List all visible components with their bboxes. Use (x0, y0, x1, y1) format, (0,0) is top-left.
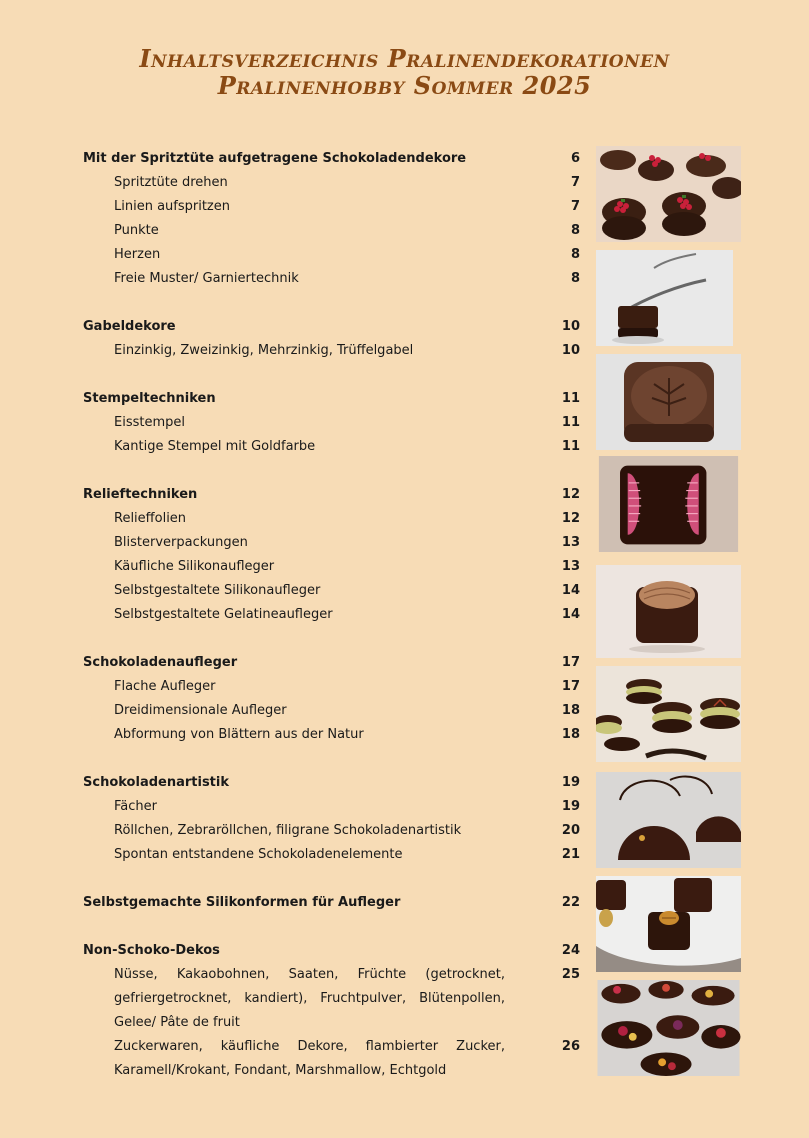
toc-heading[interactable]: Selbstgemachte Silikonformen für Aufleger 22 (83, 895, 580, 910)
photo-praline-wave-relief (596, 564, 741, 658)
toc-heading[interactable]: Schokoladenartistik 19 (83, 775, 580, 790)
toc-item[interactable]: Flache Aufleger 17 (114, 679, 580, 694)
toc-item[interactable]: Spontan entstandene Schokoladenelemente 21 (114, 847, 580, 862)
toc-item[interactable]: Dreidimensionale Aufleger 18 (114, 703, 580, 718)
toc-heading[interactable]: Relieftechniken 12 (83, 487, 580, 502)
toc-item[interactable]: Linien aufspritzen 7 (114, 199, 580, 214)
toc-item[interactable]: Spritztüte drehen 7 (114, 175, 580, 190)
toc-item[interactable]: Zuckerwaren, käufliche Dekore, flambierter Zucker, Karamell/Krokant, Fondant, Marshmallow, Echtgold 26 (114, 1039, 580, 1078)
photo-praline-fork-dipping (596, 250, 741, 346)
page-title: Inhaltsverzeichnis Pralinendekorationen (139, 44, 670, 73)
toc-item[interactable]: Herzen 8 (114, 247, 580, 262)
toc-item[interactable]: Relieffolien 12 (114, 511, 580, 526)
photo-praline-cubes-leaf (596, 876, 741, 972)
toc-item[interactable]: Punkte 8 (114, 223, 580, 238)
photo-praline-fruit-toppings (596, 980, 741, 1078)
photo-praline-leaf-stamp (596, 354, 741, 450)
toc-item[interactable]: Kantige Stempel mit Goldfarbe 11 (114, 439, 580, 454)
toc-item[interactable]: Freie Muster/ Garniertechnik 8 (114, 271, 580, 286)
toc-item[interactable]: Röllchen, Zebraröllchen, filigrane Schokoladenartistik 20 (114, 823, 580, 838)
toc-item[interactable]: Einzinkig, Zweizinkig, Mehrzinkig, Trüffelgabel 10 (114, 343, 580, 358)
page-subtitle: Pralinenhobby Sommer 2025 (217, 71, 592, 100)
toc-item[interactable]: Abformung von Blättern aus der Natur 18 (114, 727, 580, 742)
toc-heading[interactable]: Non-Schoko-Dekos 24 (83, 943, 580, 958)
toc-item[interactable]: Eisstempel 11 (114, 415, 580, 430)
toc-item[interactable]: Blisterverpackungen 13 (114, 535, 580, 550)
toc-item[interactable]: Fächer 19 (114, 799, 580, 814)
toc-heading[interactable]: Gabeldekore 10 (83, 319, 580, 334)
toc-item[interactable]: Käufliche Silikonaufleger 13 (114, 559, 580, 574)
photo-praline-layered-discs (596, 666, 741, 762)
photo-pralines-red-dots (596, 146, 741, 242)
toc-heading[interactable]: Schokoladenaufleger 17 (83, 655, 580, 670)
toc-heading[interactable]: Mit der Spritztüte aufgetragene Schokoladendekore 6 (83, 151, 580, 166)
table-of-contents (83, 147, 583, 1083)
photo-praline-pink-relief (596, 456, 741, 556)
toc-item[interactable]: Selbstgestaltete Silikonaufleger 14 (114, 583, 580, 598)
photo-praline-domes-artistic (596, 772, 741, 868)
toc-item[interactable]: Nüsse, Kakaobohnen, Saaten, Früchte (getrocknet, gefriergetrocknet, kandiert), Fruchtpulver, Blütenpollen, Gelee/ Pâte de fruit 25 (114, 967, 580, 1030)
toc-heading[interactable]: Stempeltechniken 11 (83, 391, 580, 406)
toc-item[interactable]: Selbstgestaltete Gelatineaufleger 14 (114, 607, 580, 622)
